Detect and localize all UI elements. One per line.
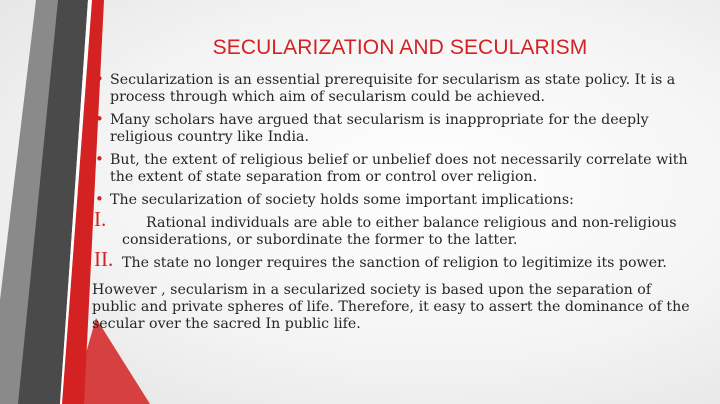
bullet-icon: • [95, 190, 104, 208]
bullet-text: Many scholars have argued that secularism is inappropriate for the deeply religious country like India. [110, 112, 649, 145]
bullet-icon: • [95, 110, 104, 128]
implication-item [92, 207, 692, 249]
bullet-item [92, 192, 692, 209]
summary-paragraph: However , secularism in a secularized society is based upon the separation of public and private spheres of life. Therefore, it easy to assert the dominance of the secular over the sacred In public life. [92, 282, 690, 332]
bullet-item [92, 112, 692, 146]
roman-numeral: I. [94, 207, 107, 231]
slide-title: SECULARIZATION AND SECULARISM [212, 36, 588, 59]
implication-text: The state no longer requires the sanction of religion to legitimize its power. [122, 255, 667, 271]
bullet-text: Secularization is an essential prerequisite for secularism as state policy. It is a process through which aim of secularism could be achieved. [110, 72, 676, 105]
bullet-text: The secularization of society holds some important implications: [110, 192, 574, 208]
bullet-item [92, 152, 692, 186]
implication-text: Rational individuals are able to either balance religious and non-religious considerations, or subordinate the former to the latter. [122, 215, 677, 248]
roman-numeral: II. [94, 247, 114, 271]
bullet-icon: • [95, 70, 104, 88]
bullet-icon: • [95, 150, 104, 168]
bullet-text: But, the extent of religious belief or unbelief does not necessarily correlate with the extent of state separation from or control over religion. [110, 152, 688, 185]
slide-content [92, 72, 692, 333]
bullet-item [92, 72, 692, 106]
implication-item [92, 247, 692, 272]
